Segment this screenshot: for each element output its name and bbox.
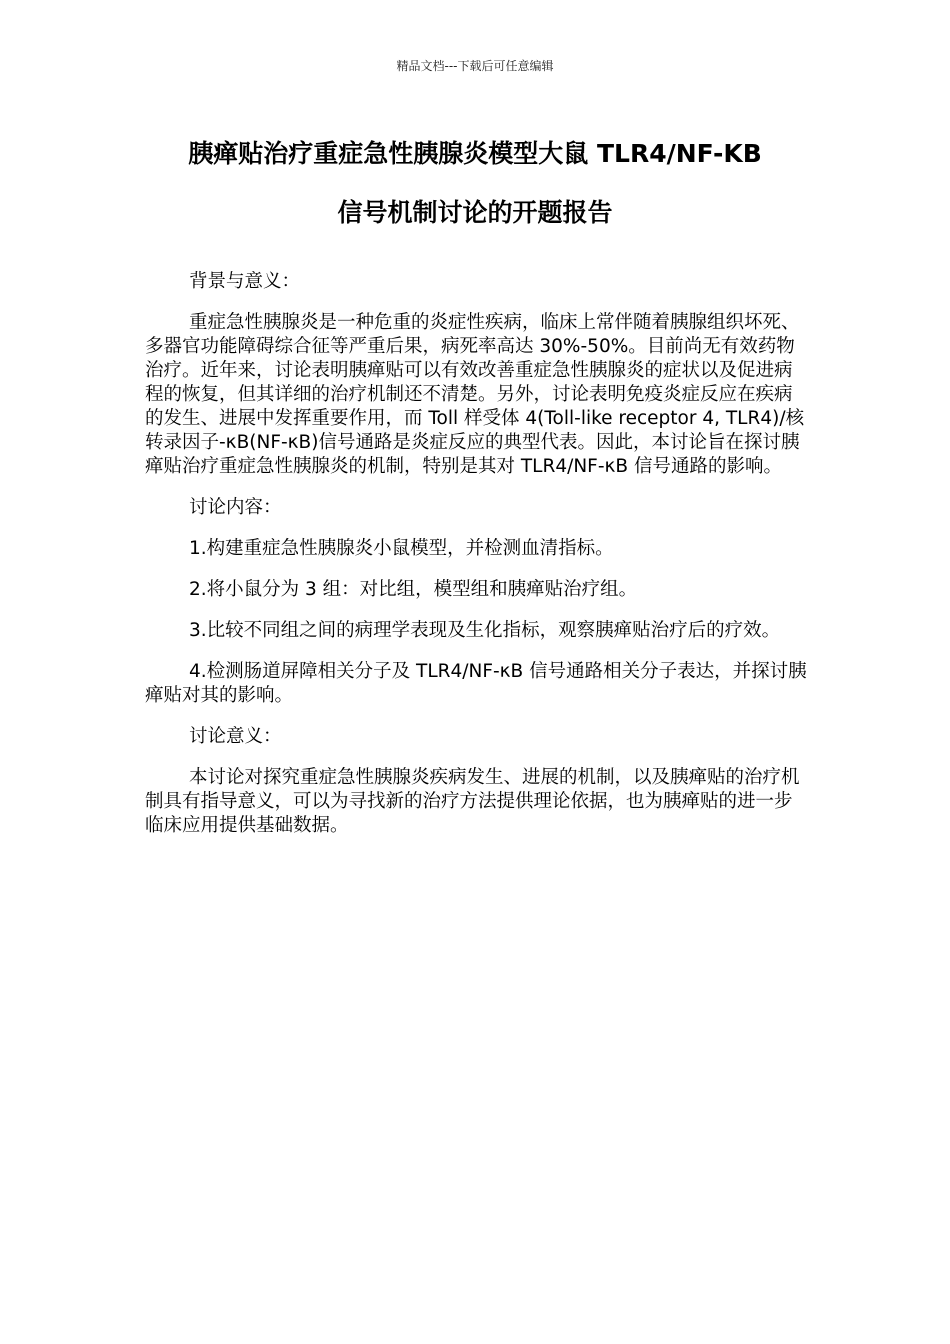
section-heading-background: 背景与意义： <box>189 271 301 292</box>
list-item: 3.比较不同组之间的病理学表现及生化指标，观察胰瘅贴治疗后的疗效。 <box>189 620 781 641</box>
paragraph-background: 重症急性胰腺炎是一种危重的炎症性疾病，临床上常伴随着胰腺组织坏死、多器官功能障碍综合征等严重后果，病死率高达 30%-50%。目前尚无有效药物治疗。近年来，讨论表明胰瘅贴可以有效改善重症急性胰腺炎的症状以及促进病程的恢复，但其详细的治疗机制还不清楚。另外，讨论表明免疫炎症反应在疾病的发生、进展中发挥重要作用，而 Toll 样受体 4(Toll-like receptor 4, TLR4)/核转录因子-κB(NF-κB)信号通路是炎症反应的典型代表。因此，本讨论旨在探讨胰瘅贴治疗重症急性胰腺炎的机制，特别是其对 TLR4/NF-κB 信号通路的影响。 <box>145 312 805 477</box>
header-note: 精品文档---下载后可任意编辑 <box>396 59 554 73</box>
list-item: 2.将小鼠分为 3 组：对比组，模型组和胰瘅贴治疗组。 <box>189 579 638 600</box>
document-body <box>145 270 809 855</box>
list-item: 1.构建重症急性胰腺炎小鼠模型，并检测血清指标。 <box>189 538 614 559</box>
title-line-1: 胰瘅贴治疗重症急性胰腺炎模型大鼠 TLR4/NF-KB <box>188 139 762 168</box>
section-heading-significance: 讨论意义： <box>189 726 282 747</box>
list-item: 4.检测肠道屏障相关分子及 TLR4/NF-κB 信号通路相关分子表达，并探讨胰瘅贴对其的影响。 <box>145 661 807 706</box>
section-heading-content: 讨论内容： <box>189 497 282 518</box>
title-line-2: 信号机制讨论的开题报告 <box>337 198 613 227</box>
paragraph-significance: 本讨论对探究重症急性胰腺炎疾病发生、进展的机制，以及胰瘅贴的治疗机制具有指导意义，可以为寻找新的治疗方法提供理论依据，也为胰瘅贴的进一步临床应用提供基础数据。 <box>145 767 800 836</box>
